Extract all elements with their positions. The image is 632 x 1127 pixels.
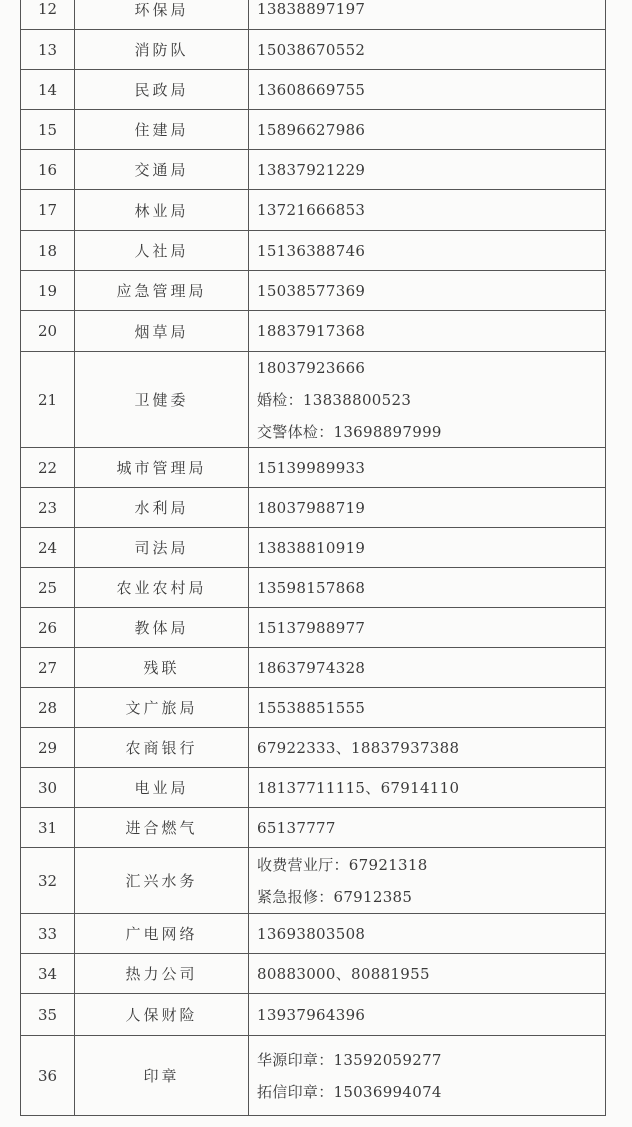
table-row	[21, 687, 605, 727]
phone-cell	[249, 808, 605, 847]
phone-number: 13837921229	[257, 160, 366, 179]
table-row	[21, 647, 605, 687]
phone-cell	[249, 30, 605, 69]
table-row	[21, 310, 605, 351]
row-number: 15	[21, 110, 75, 149]
department-name: 应急管理局	[75, 271, 249, 310]
table-row	[21, 351, 605, 447]
department-name: 林业局	[75, 190, 249, 230]
department-name: 文广旅局	[75, 688, 249, 727]
table-row	[21, 0, 605, 29]
phone-cell	[249, 352, 605, 447]
department-name: 农商银行	[75, 728, 249, 767]
phone-cell	[249, 994, 605, 1035]
phone-number: 15538851555	[257, 698, 366, 717]
phone-cell	[249, 271, 605, 310]
phone-cell	[249, 231, 605, 270]
table-row	[21, 913, 605, 953]
phone-cell	[249, 914, 605, 953]
row-number: 34	[21, 954, 75, 993]
department-name: 人社局	[75, 231, 249, 270]
phone-number: 18037923666	[257, 358, 366, 377]
phone-number: 67922333、18837937388	[257, 738, 460, 757]
department-name: 环保局	[75, 0, 249, 29]
phone-cell	[249, 648, 605, 687]
table-row	[21, 767, 605, 807]
phone-number: 15139989933	[257, 458, 366, 477]
row-number: 21	[21, 352, 75, 447]
phone-number: 13838810919	[257, 538, 366, 557]
row-number: 20	[21, 311, 75, 351]
row-number: 27	[21, 648, 75, 687]
row-number: 32	[21, 848, 75, 913]
row-number: 12	[21, 0, 75, 29]
phone-number: 18137711115、67914110	[257, 778, 460, 797]
phone-cell	[249, 488, 605, 527]
row-number: 16	[21, 150, 75, 189]
phone-number: 18037988719	[257, 498, 366, 517]
row-number: 28	[21, 688, 75, 727]
phone-number: 15137988977	[257, 618, 366, 637]
row-number: 13	[21, 30, 75, 69]
phone-number: 13693803508	[257, 924, 366, 943]
row-number: 26	[21, 608, 75, 647]
department-name: 民政局	[75, 70, 249, 109]
contact-table	[20, 0, 606, 1116]
table-row	[21, 567, 605, 607]
department-name: 农业农村局	[75, 568, 249, 607]
phone-cell	[249, 848, 605, 913]
row-number: 33	[21, 914, 75, 953]
table-row	[21, 993, 605, 1035]
department-name: 城市管理局	[75, 448, 249, 487]
phone-cell	[249, 448, 605, 487]
department-name: 水利局	[75, 488, 249, 527]
phone-cell	[249, 70, 605, 109]
department-name: 残联	[75, 648, 249, 687]
row-number: 19	[21, 271, 75, 310]
phone-cell	[249, 608, 605, 647]
department-name: 住建局	[75, 110, 249, 149]
department-name: 卫健委	[75, 352, 249, 447]
department-name: 交通局	[75, 150, 249, 189]
table-row	[21, 847, 605, 913]
phone-cell	[249, 0, 605, 29]
table-row	[21, 149, 605, 189]
phone-number: 13721666853	[257, 201, 366, 219]
phone-number: 收费营业厅：67921318	[257, 855, 428, 874]
phone-cell	[249, 1036, 605, 1115]
table-row	[21, 607, 605, 647]
phone-number: 紧急报修：67912385	[257, 887, 413, 906]
department-name: 教体局	[75, 608, 249, 647]
row-number: 23	[21, 488, 75, 527]
department-name: 汇兴水务	[75, 848, 249, 913]
phone-number: 13598157868	[257, 578, 366, 597]
phone-number: 13608669755	[257, 80, 366, 99]
phone-number: 13937964396	[257, 1005, 366, 1024]
phone-number: 华源印章：13592059277	[257, 1050, 442, 1069]
phone-number: 65137777	[257, 818, 336, 837]
row-number: 35	[21, 994, 75, 1035]
phone-number: 15038670552	[257, 40, 366, 59]
table-row	[21, 69, 605, 109]
table-row	[21, 1035, 605, 1115]
table-row	[21, 230, 605, 270]
phone-number: 15896627986	[257, 120, 366, 139]
table-row	[21, 727, 605, 767]
phone-cell	[249, 528, 605, 567]
department-name: 进合燃气	[75, 808, 249, 847]
phone-cell	[249, 688, 605, 727]
row-number: 29	[21, 728, 75, 767]
phone-number: 15136388746	[257, 241, 366, 260]
department-name: 人保财险	[75, 994, 249, 1035]
phone-number: 交警体检：13698897999	[257, 422, 442, 441]
phone-cell	[249, 728, 605, 767]
table-row	[21, 109, 605, 149]
phone-number: 13838897197	[257, 0, 366, 18]
phone-cell	[249, 954, 605, 993]
table-row	[21, 527, 605, 567]
row-number: 24	[21, 528, 75, 567]
department-name: 消防队	[75, 30, 249, 69]
table-row	[21, 29, 605, 69]
phone-cell	[249, 110, 605, 149]
table-row	[21, 953, 605, 993]
table-row	[21, 447, 605, 487]
phone-number: 拓信印章：15036994074	[257, 1082, 442, 1101]
phone-number: 80883000、80881955	[257, 964, 430, 983]
table-row	[21, 270, 605, 310]
department-name: 电业局	[75, 768, 249, 807]
row-number: 22	[21, 448, 75, 487]
phone-cell	[249, 311, 605, 351]
department-name: 烟草局	[75, 311, 249, 351]
phone-number: 15038577369	[257, 281, 366, 300]
row-number: 14	[21, 70, 75, 109]
table-row	[21, 487, 605, 527]
row-number: 25	[21, 568, 75, 607]
phone-cell	[249, 568, 605, 607]
phone-cell	[249, 768, 605, 807]
phone-number: 18637974328	[257, 658, 366, 677]
phone-cell	[249, 190, 605, 230]
row-number: 36	[21, 1036, 75, 1115]
table-row	[21, 807, 605, 847]
row-number: 30	[21, 768, 75, 807]
department-name: 印章	[75, 1036, 249, 1115]
phone-number: 婚检：13838800523	[257, 390, 412, 409]
department-name: 司法局	[75, 528, 249, 567]
department-name: 热力公司	[75, 954, 249, 993]
row-number: 17	[21, 190, 75, 230]
department-name: 广电网络	[75, 914, 249, 953]
phone-cell	[249, 150, 605, 189]
row-number: 18	[21, 231, 75, 270]
table-row	[21, 189, 605, 230]
row-number: 31	[21, 808, 75, 847]
phone-number: 18837917368	[257, 322, 366, 340]
